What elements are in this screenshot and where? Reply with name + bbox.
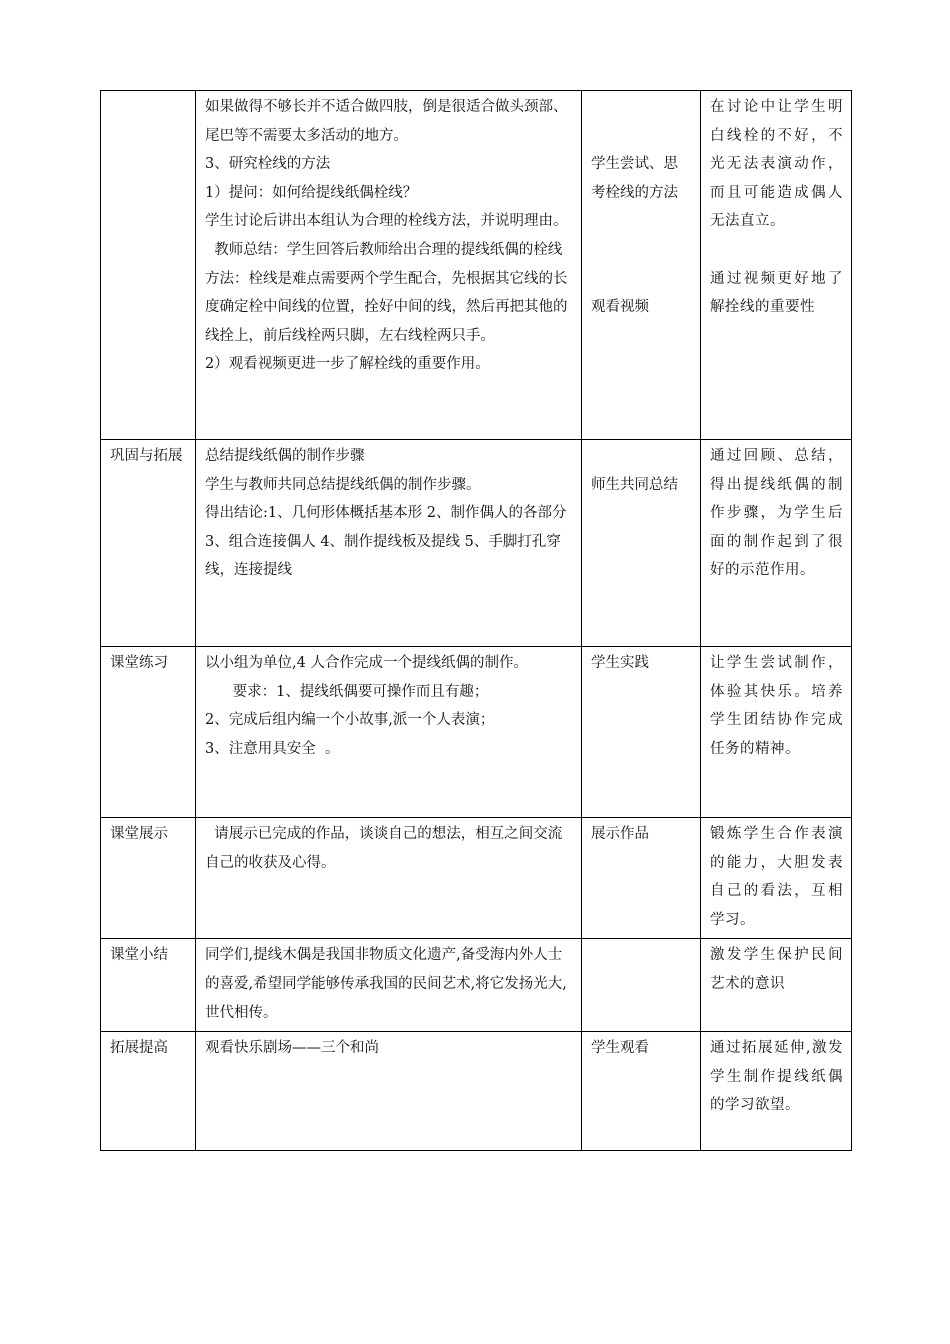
- content-line: 以小组为单位,4 人合作完成一个提线纸偶的制作。: [205, 655, 528, 671]
- intent-cell: [701, 440, 852, 647]
- content-line: 学生与教师共同总结提线纸偶的制作步骤。: [205, 476, 481, 493]
- intent-cell: [701, 647, 852, 818]
- activity-cell: [582, 939, 701, 1032]
- activity-text: 学生实践: [591, 655, 649, 671]
- stage-cell: 课堂小结: [101, 939, 196, 1032]
- intent-cell: [701, 939, 852, 1032]
- stage-cell: 拓展提高: [101, 1032, 196, 1151]
- activity-cell: [582, 818, 701, 939]
- activity-text: 师生共同总结: [591, 476, 678, 493]
- content-cell: [196, 818, 582, 939]
- content-cell: [196, 939, 582, 1032]
- intent-cell: [701, 1032, 852, 1151]
- activity-cell: [582, 1032, 701, 1151]
- table-row: [101, 647, 852, 818]
- lesson-plan-table: [100, 90, 852, 1151]
- stage-cell: 巩固与拓展: [101, 440, 196, 647]
- table-row: [101, 1032, 852, 1151]
- content-line: 总结提线纸偶的制作步骤: [205, 448, 365, 464]
- activity-cell: [582, 440, 701, 647]
- content-cell: [196, 1032, 582, 1151]
- activity-cell: [582, 647, 701, 818]
- intent-text: 通过回顾、总结，得出提线纸偶的制作步骤，为学生后面的制作起到了很好的示范作用。: [710, 448, 843, 579]
- intent-text: 激发学生保护民间艺术的意识: [710, 947, 843, 992]
- intent-text: 通过拓展延伸,激发学生制作提线纸偶的学习欲望。: [710, 1040, 843, 1114]
- content-cell: [196, 647, 582, 818]
- content-line: 观看快乐剧场——三个和尚: [205, 1040, 379, 1057]
- table-row: [101, 440, 852, 647]
- activity-text: 展示作品: [591, 826, 649, 842]
- intent-text: 让学生尝试制作，体验其快乐。培养学生团结协作完成任务的精神。: [710, 655, 843, 757]
- content-line: 学生讨论后讲出本组认为合理的栓线方法，并说明理由。: [205, 213, 568, 230]
- intent-text: 通过视频更好地了解拴线的重要性: [710, 270, 843, 316]
- intent-cell: [701, 91, 852, 440]
- table-row: [101, 818, 852, 939]
- activity-text: 学生尝试、思考栓线的方法: [591, 156, 678, 201]
- content-line: 教师总结：学生回答后教师给出合理的提线纸偶的栓线方法：栓线是难点需要两个学生配合，先根据其它线的长度确定栓中间线的位置，拴好中间的线，然后再把其他的线拴上，前后线栓两只脚，左右线栓两只手。: [205, 241, 568, 344]
- content-line: 3、注意用具安全 。: [205, 740, 340, 757]
- content-cell: [196, 91, 582, 440]
- stage-cell: 课堂练习: [101, 647, 196, 818]
- content-line: 如果做得不够长并不适合做四肢，倒是很适合做头颈部、尾巴等不需要太多活动的地方。: [205, 99, 568, 144]
- stage-cell: 课堂展示: [101, 818, 196, 939]
- content-line: 请展示已完成的作品，谈谈自己的想法，相互之间交流自己的收获及心得。: [205, 826, 563, 871]
- intent-text: 锻炼学生合作表演的能力，大胆发表自己的看法，互相学习。: [710, 826, 843, 928]
- intent-cell: [701, 818, 852, 939]
- stage-cell: [101, 91, 196, 440]
- content-line: 同学们,提线木偶是我国非物质文化遗产,备受海内外人士的喜爱,希望同学能够传承我国的民间艺术,将它发扬光大,世代相传。: [205, 947, 567, 1021]
- content-line: 3、研究栓线的方法: [205, 156, 331, 173]
- content-line: 2、完成后组内编一个小故事,派一个人表演；: [205, 712, 495, 729]
- table-row: [101, 91, 852, 440]
- content-line: 2）观看视频更进一步了解栓线的重要作用。: [205, 356, 490, 373]
- content-line: 1）提问：如何给提线纸偶栓线？: [205, 184, 418, 201]
- activity-text: 学生观看: [591, 1040, 649, 1057]
- activity-text: 观看视频: [591, 299, 649, 316]
- intent-text: 在讨论中让学生明白线栓的不好，不光无法表演动作，而且可能造成偶人无法直立。: [710, 99, 843, 230]
- activity-cell: [582, 91, 701, 440]
- content-cell: [196, 440, 582, 647]
- content-line: 得出结论:1、几何形体概括基本形 2、制作偶人的各部分 3、组合连接偶人 4、制作提线板及提线 5、手脚打孔穿线，连接提线: [205, 505, 567, 579]
- table-row: [101, 939, 852, 1032]
- content-line: 要求：1、提线纸偶要可操作而且有趣；: [205, 683, 489, 700]
